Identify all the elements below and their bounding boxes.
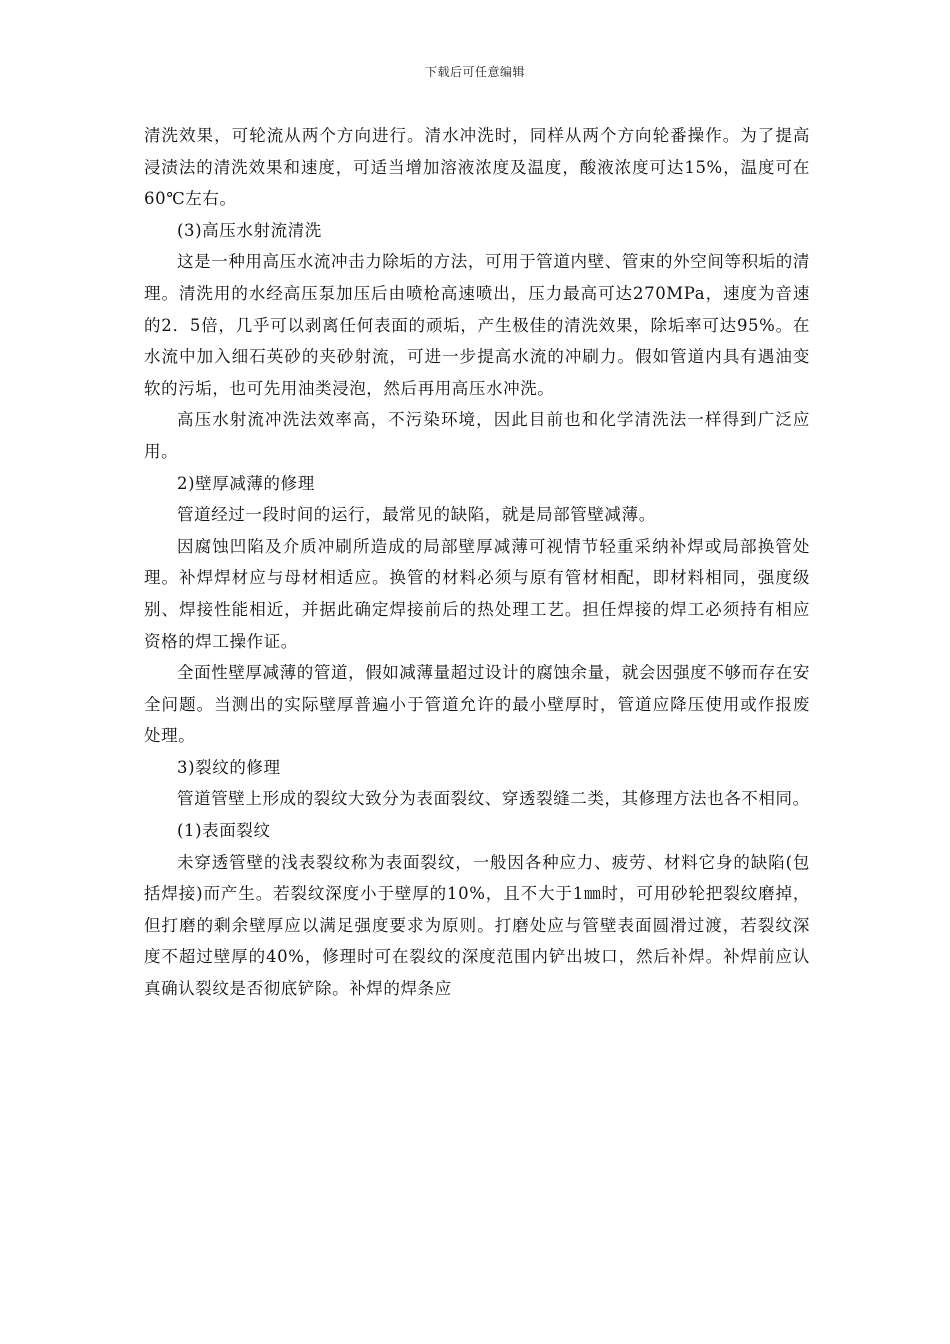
page-header: 下载后可任意编辑 bbox=[424, 65, 525, 79]
section-heading-high-pressure-jet: (3)高压水射流清洗 bbox=[177, 220, 322, 240]
paragraph-wall-thinning-intro: 管道经过一段时间的运行，最常见的缺陷，就是局部管壁减薄。 bbox=[177, 505, 656, 525]
paragraph-high-pressure-efficiency: 高压水射流冲洗法效率高，不污染环境，因此目前也和化学清洗法一样得到广泛应用。 bbox=[144, 410, 810, 461]
document-body bbox=[144, 120, 810, 1005]
paragraph-local-thinning: 因腐蚀凹陷及介质冲刷所造成的局部壁厚减薄可视情节轻重采纳补焊或局部换管处理。补焊焊材应与母材相适应。换管的材料必须与原有管材相配，即材料相同，强度级别、焊接性能相近，并据此确定焊接前后的热处理工艺。担任焊接的焊工必须持有相应资格的焊工操作证。 bbox=[144, 536, 810, 651]
paragraph-general-thinning: 全面性壁厚减薄的管道，假如减薄量超过设计的腐蚀余量，就会因强度不够而存在安全问题。当测出的实际壁厚普遍小于管道允许的最小壁厚时，管道应降压使用或作报废处理。 bbox=[144, 663, 810, 746]
section-heading-wall-thinning: 2)壁厚减薄的修理 bbox=[177, 473, 315, 493]
paragraph-continuation: 清洗效果，可轮流从两个方向进行。清水冲洗时，同样从两个方向轮番操作。为了提高浸渍法的清洗效果和速度，可适当增加溶液浓度及温度，酸液浓度可达15%，温度可在60℃左右。 bbox=[144, 126, 810, 209]
section-heading-surface-crack: (1)表面裂纹 bbox=[177, 821, 271, 841]
paragraph-crack-types: 管道管壁上形成的裂纹大致分为表面裂纹、穿透裂缝二类，其修理方法也各不相同。 bbox=[177, 789, 810, 809]
paragraph-surface-crack: 未穿透管壁的浅表裂纹称为表面裂纹，一般因各种应力、疲劳、材料它身的缺陷(包括焊接)而产生。若裂纹深度小于壁厚的10%，且不大于1㎜时，可用砂轮把裂纹磨掉，但打磨的剩余壁厚应以满足强度要求为原则。打磨处应与管壁表面圆滑过渡，若裂纹深度不超过壁厚的40%，修理时可在裂纹的深度范围内铲出坡口，然后补焊。补焊前应认真确认裂纹是否彻底铲除。补焊的焊条应 bbox=[144, 852, 810, 999]
paragraph-high-pressure-method: 这是一种用高压水流冲击力除垢的方法，可用于管道内壁、管束的外空间等积垢的清理。清洗用的水经高压泵加压后由喷枪高速喷出，压力最高可达270MPa，速度为音速的2．5倍，几乎可以剥离任何表面的顽垢，产生极佳的清洗效果，除垢率可达95%。在水流中加入细石英砂的夹砂射流，可进一步提高水流的冲刷力。假如管道内具有遇油变软的污垢，也可先用油类浸泡，然后再用高压水冲洗。 bbox=[144, 252, 810, 398]
section-heading-crack-repair: 3)裂纹的修理 bbox=[177, 757, 281, 777]
